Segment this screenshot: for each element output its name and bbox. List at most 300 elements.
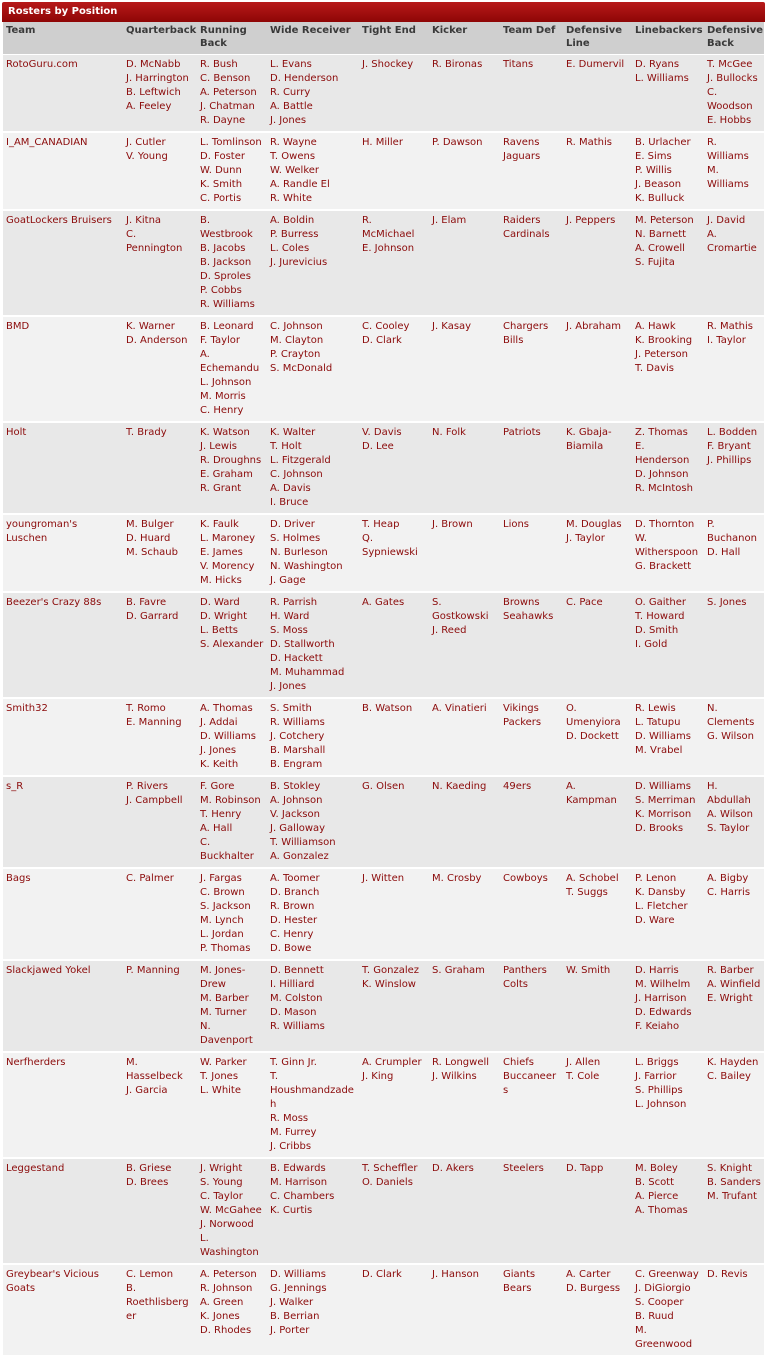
player-link[interactable]: J. Cribbs	[270, 1141, 312, 1152]
player-link[interactable]: D. Driver	[270, 519, 315, 530]
player-link[interactable]: C. Pace	[566, 597, 603, 608]
player-link[interactable]: A. Crowell	[635, 243, 685, 254]
player-link[interactable]: B. Stokley	[270, 781, 321, 792]
player-link[interactable]: R. Grant	[200, 483, 242, 494]
player-link[interactable]: B. Jacobs	[200, 243, 246, 254]
player-link[interactable]: Lions	[503, 519, 530, 530]
player-link[interactable]: A. Winfield	[707, 979, 761, 990]
player-link[interactable]: P. Buchanon	[707, 519, 757, 544]
player-link[interactable]: K. Curtis	[270, 1205, 313, 1216]
player-link[interactable]: M. Clayton	[270, 335, 324, 346]
player-link[interactable]: N. Burleson	[270, 547, 328, 558]
player-link[interactable]: E. Hobbs	[707, 115, 752, 126]
player-link[interactable]: A. Battle	[270, 101, 313, 112]
player-link[interactable]: C. Chambers	[270, 1191, 335, 1202]
player-link[interactable]: T. McGee	[707, 59, 753, 70]
player-link[interactable]: A. Feeley	[126, 101, 172, 112]
player-link[interactable]: F. Keiaho	[635, 1021, 680, 1032]
player-link[interactable]: Buccaneers	[503, 1071, 557, 1096]
player-link[interactable]: E. Dumervil	[566, 59, 625, 70]
player-link[interactable]: E. James	[200, 547, 243, 558]
player-link[interactable]: A. Thomas	[635, 1205, 688, 1216]
player-link[interactable]: J. Campbell	[126, 795, 183, 806]
player-link[interactable]: J. Jurevicius	[270, 257, 328, 268]
player-link[interactable]: J. Cotchery	[270, 731, 325, 742]
player-link[interactable]: K. Hayden	[707, 1057, 759, 1068]
player-link[interactable]: R. Williams	[707, 137, 749, 162]
player-link[interactable]: M. Wilhelm	[635, 979, 691, 990]
player-link[interactable]: R. Parrish	[270, 597, 318, 608]
player-link[interactable]: N. Barnett	[635, 229, 687, 240]
player-link[interactable]: E. Graham	[200, 469, 253, 480]
player-link[interactable]: Panthers	[503, 965, 547, 976]
player-link[interactable]: E. Wright	[707, 993, 753, 1004]
player-link[interactable]: C. Henry	[270, 929, 314, 940]
player-link[interactable]: L. Williams	[635, 73, 689, 84]
team-name-link[interactable]: s_R	[3, 776, 123, 868]
player-link[interactable]: A. Peterson	[200, 87, 257, 98]
player-link[interactable]: P. Lenon	[635, 873, 677, 884]
player-link[interactable]: C. Greenway	[635, 1269, 699, 1280]
player-link[interactable]: Bills	[503, 335, 524, 346]
player-link[interactable]: D. Hester	[270, 915, 318, 926]
player-link[interactable]: J. Harrington	[126, 73, 189, 84]
player-link[interactable]: A. Thomas	[200, 703, 253, 714]
player-link[interactable]: L. White	[200, 1085, 242, 1096]
player-link[interactable]: B. Ruud	[635, 1311, 674, 1322]
player-link[interactable]: M. Trufant	[707, 1191, 757, 1202]
player-link[interactable]: K. Brooking	[635, 335, 693, 346]
player-link[interactable]: P. Crayton	[270, 349, 321, 360]
player-link[interactable]: L. Johnson	[635, 1099, 687, 1110]
player-link[interactable]: J. Elam	[432, 215, 467, 226]
team-name-link[interactable]: Bags	[3, 868, 123, 960]
player-link[interactable]: Ravens	[503, 137, 540, 148]
player-link[interactable]: J. Allen	[566, 1057, 601, 1068]
player-link[interactable]: W. Parker	[200, 1057, 247, 1068]
player-link[interactable]: J. Peppers	[566, 215, 616, 226]
player-link[interactable]: D. Foster	[200, 151, 245, 162]
player-link[interactable]: C. Brown	[200, 887, 245, 898]
team-name-link[interactable]: Nerfherders	[3, 1052, 123, 1158]
player-link[interactable]: L. Johnson	[200, 377, 252, 388]
player-link[interactable]: O. Gaither	[635, 597, 687, 608]
player-link[interactable]: P. Cobbs	[200, 285, 242, 296]
player-link[interactable]: L. Evans	[270, 59, 312, 70]
player-link[interactable]: Chiefs	[503, 1057, 534, 1068]
player-link[interactable]: S. Holmes	[270, 533, 321, 544]
player-link[interactable]: L. Tomlinson	[200, 137, 262, 148]
player-link[interactable]: C. Buckhalter	[200, 837, 254, 862]
player-link[interactable]: B. Engram	[270, 759, 323, 770]
player-link[interactable]: B. Edwards	[270, 1163, 326, 1174]
player-link[interactable]: D. Stallworth	[270, 639, 335, 650]
player-link[interactable]: K. Keith	[200, 759, 239, 770]
player-link[interactable]: A. Schobel	[566, 873, 619, 884]
player-link[interactable]: E. Johnson	[362, 243, 415, 254]
player-link[interactable]: J. Cutler	[126, 137, 166, 148]
player-link[interactable]: Z. Thomas	[635, 427, 688, 438]
player-link[interactable]: J. Kitna	[126, 215, 162, 226]
player-link[interactable]: J. Taylor	[566, 533, 605, 544]
player-link[interactable]: B. Leftwich	[126, 87, 181, 98]
player-link[interactable]: R. Williams	[270, 1021, 325, 1032]
team-name-link[interactable]: Holt	[3, 422, 123, 514]
player-link[interactable]: W. Welker	[270, 165, 320, 176]
player-link[interactable]: C. Johnson	[270, 469, 323, 480]
player-link[interactable]: J. Lewis	[200, 441, 238, 452]
player-link[interactable]: P. Burress	[270, 229, 319, 240]
player-link[interactable]: A. Johnson	[270, 795, 323, 806]
player-link[interactable]: D. Harris	[635, 965, 679, 976]
player-link[interactable]: L. Bodden	[707, 427, 758, 438]
player-link[interactable]: D. Dockett	[566, 731, 619, 742]
player-link[interactable]: Seahawks	[503, 611, 554, 622]
player-link[interactable]: Browns	[503, 597, 540, 608]
player-link[interactable]: M. Peterson	[635, 215, 694, 226]
player-link[interactable]: M. Bulger	[126, 519, 174, 530]
player-link[interactable]: P. Dawson	[432, 137, 483, 148]
player-link[interactable]: C. Benson	[200, 73, 251, 84]
player-link[interactable]: R. McMichael	[362, 215, 415, 240]
player-link[interactable]: J. Hanson	[432, 1269, 479, 1280]
player-link[interactable]: D. Bennett	[270, 965, 324, 976]
player-link[interactable]: C. Cooley	[362, 321, 410, 332]
player-link[interactable]: C. Portis	[200, 193, 242, 204]
player-link[interactable]: R. Dayne	[200, 115, 246, 126]
player-link[interactable]: F. Bryant	[707, 441, 751, 452]
player-link[interactable]: D. Clark	[362, 1269, 402, 1280]
player-link[interactable]: W. Smith	[566, 965, 611, 976]
player-link[interactable]: C. Woodson	[707, 87, 753, 112]
player-link[interactable]: D. Burgess	[566, 1283, 621, 1294]
player-link[interactable]: R. Wayne	[270, 137, 317, 148]
player-link[interactable]: M. Muhammad	[270, 667, 345, 678]
player-link[interactable]: J. Farrior	[635, 1071, 677, 1082]
player-link[interactable]: Steelers	[503, 1163, 544, 1174]
player-link[interactable]: S. McDonald	[270, 363, 333, 374]
player-link[interactable]: K. Smith	[200, 179, 243, 190]
player-link[interactable]: D. Garrard	[126, 611, 179, 622]
player-link[interactable]: T. Cole	[566, 1071, 600, 1082]
player-link[interactable]: L. Jordan	[200, 929, 244, 940]
player-link[interactable]: W. Witherspoon	[635, 533, 699, 558]
player-link[interactable]: T. Owens	[270, 151, 316, 162]
player-link[interactable]: T. Gonzalez	[362, 965, 420, 976]
player-link[interactable]: J. Harrison	[635, 993, 687, 1004]
player-link[interactable]: J. Jones	[270, 115, 307, 126]
player-link[interactable]: D. Brooks	[635, 823, 684, 834]
player-link[interactable]: E. Sims	[635, 151, 672, 162]
player-link[interactable]: C. Palmer	[126, 873, 174, 884]
player-link[interactable]: T. Ginn Jr.	[270, 1057, 317, 1068]
player-link[interactable]: M. Barber	[200, 993, 249, 1004]
player-link[interactable]: J. Wilkins	[432, 1071, 477, 1082]
player-link[interactable]: E. Henderson	[635, 441, 690, 466]
player-link[interactable]: F. Gore	[200, 781, 235, 792]
player-link[interactable]: G. Brackett	[635, 561, 692, 572]
player-link[interactable]: Packers	[503, 717, 542, 728]
player-link[interactable]: J. Wright	[200, 1163, 243, 1174]
player-link[interactable]: N. Kaeding	[432, 781, 487, 792]
player-link[interactable]: B. Marshall	[270, 745, 326, 756]
player-link[interactable]: J. Galloway	[270, 823, 326, 834]
player-link[interactable]: D. Smith	[635, 625, 679, 636]
player-link[interactable]: A. Gates	[362, 597, 405, 608]
player-link[interactable]: Jaguars	[503, 151, 541, 162]
player-link[interactable]: M. Turner	[200, 1007, 247, 1018]
player-link[interactable]: J. DiGiorgio	[635, 1283, 691, 1294]
team-name-link[interactable]: youngroman's Luschen	[3, 514, 123, 592]
player-link[interactable]: B. Watson	[362, 703, 413, 714]
player-link[interactable]: A. Hall	[200, 823, 233, 834]
player-link[interactable]: M. Morris	[200, 391, 246, 402]
player-link[interactable]: B. Roethlisberger	[126, 1283, 189, 1322]
player-link[interactable]: W. McGahee	[200, 1205, 262, 1216]
player-link[interactable]: J. Chatman	[200, 101, 255, 112]
player-link[interactable]: V. Davis	[362, 427, 402, 438]
player-link[interactable]: D. Williams	[200, 731, 256, 742]
player-link[interactable]: D. Henderson	[270, 73, 339, 84]
player-link[interactable]: S. Jackson	[200, 901, 251, 912]
player-link[interactable]: H. Ward	[270, 611, 310, 622]
player-link[interactable]: S. Moss	[270, 625, 308, 636]
player-link[interactable]: R. McIntosh	[635, 483, 693, 494]
player-link[interactable]: D. Sproles	[200, 271, 251, 282]
player-link[interactable]: G. Wilson	[707, 731, 754, 742]
player-link[interactable]: A. Cromartie	[707, 229, 757, 254]
player-link[interactable]: J. Beason	[635, 179, 682, 190]
player-link[interactable]: J. Fargas	[200, 873, 242, 884]
player-link[interactable]: D. Branch	[270, 887, 320, 898]
player-link[interactable]: R. Moss	[270, 1113, 309, 1124]
player-link[interactable]: N. Clements	[707, 703, 755, 728]
player-link[interactable]: J. Walker	[270, 1297, 314, 1308]
player-link[interactable]: M. Colston	[270, 993, 323, 1004]
player-link[interactable]: A. Crumpler	[362, 1057, 422, 1068]
player-link[interactable]: Giants	[503, 1269, 536, 1280]
player-link[interactable]: H. Abdullah	[707, 781, 751, 806]
player-link[interactable]: J. Jones	[270, 681, 307, 692]
player-link[interactable]: R. Williams	[200, 299, 255, 310]
player-link[interactable]: Cardinals	[503, 229, 550, 240]
player-link[interactable]: Chargers	[503, 321, 549, 332]
player-link[interactable]: D. Anderson	[126, 335, 188, 346]
player-link[interactable]: D. Thornton	[635, 519, 695, 530]
player-link[interactable]: H. Miller	[362, 137, 403, 148]
player-link[interactable]: D. Revis	[707, 1269, 748, 1280]
player-link[interactable]: Titans	[503, 59, 534, 70]
player-link[interactable]: R. Brown	[270, 901, 315, 912]
player-link[interactable]: W. Dunn	[200, 165, 242, 176]
player-link[interactable]: A. Carter	[566, 1269, 611, 1280]
player-link[interactable]: A. Randle El	[270, 179, 330, 190]
player-link[interactable]: R. Johnson	[200, 1283, 253, 1294]
player-link[interactable]: B. Jackson	[200, 257, 252, 268]
player-link[interactable]: L. Tatupu	[635, 717, 681, 728]
player-link[interactable]: T. Williamson	[270, 837, 336, 848]
player-link[interactable]: M. Jones-Drew	[200, 965, 246, 990]
player-link[interactable]: D. Hall	[707, 547, 741, 558]
player-link[interactable]: M. Williams	[707, 165, 749, 190]
player-link[interactable]: N. Folk	[432, 427, 466, 438]
player-link[interactable]: E. Manning	[126, 717, 182, 728]
player-link[interactable]: S. Taylor	[707, 823, 750, 834]
player-link[interactable]: M. Robinson	[200, 795, 261, 806]
player-link[interactable]: T. Scheffler	[362, 1163, 418, 1174]
player-link[interactable]: J. Shockey	[362, 59, 414, 70]
player-link[interactable]: B. Urlacher	[635, 137, 691, 148]
player-link[interactable]: D. Ryans	[635, 59, 680, 70]
player-link[interactable]: T. Davis	[635, 363, 675, 374]
player-link[interactable]: F. Taylor	[200, 335, 241, 346]
player-link[interactable]: T. Howard	[635, 611, 685, 622]
player-link[interactable]: R. Williams	[270, 717, 325, 728]
player-link[interactable]: D. McNabb	[126, 59, 181, 70]
player-link[interactable]: R. Bush	[200, 59, 238, 70]
player-link[interactable]: M. Crosby	[432, 873, 482, 884]
player-link[interactable]: R. Mathis	[566, 137, 612, 148]
player-link[interactable]: V. Jackson	[270, 809, 320, 820]
player-link[interactable]: K. Watson	[200, 427, 250, 438]
player-link[interactable]: K. Bulluck	[635, 193, 685, 204]
team-name-link[interactable]: RotoGuru.com	[3, 55, 123, 133]
player-link[interactable]: A. Bigby	[707, 873, 749, 884]
player-link[interactable]: C. Pennington	[126, 229, 183, 254]
player-link[interactable]: S. Phillips	[635, 1085, 683, 1096]
player-link[interactable]: V. Young	[126, 151, 168, 162]
player-link[interactable]: D. Wright	[200, 611, 247, 622]
player-link[interactable]: D. Edwards	[635, 1007, 692, 1018]
player-link[interactable]: P. Manning	[126, 965, 180, 976]
player-link[interactable]: S. Alexander	[200, 639, 264, 650]
player-link[interactable]: O. Daniels	[362, 1177, 413, 1188]
player-link[interactable]: N. Davenport	[200, 1021, 253, 1046]
player-link[interactable]: J. Abraham	[566, 321, 621, 332]
player-link[interactable]: J. Jones	[200, 745, 237, 756]
player-link[interactable]: L. Fletcher	[635, 901, 688, 912]
player-link[interactable]: M. Douglas	[566, 519, 622, 530]
player-link[interactable]: M. Hicks	[200, 575, 242, 586]
player-link[interactable]: T. Romo	[126, 703, 166, 714]
player-link[interactable]: S. Merriman	[635, 795, 696, 806]
player-link[interactable]: D. Williams	[635, 731, 691, 742]
player-link[interactable]: M. Vrabel	[635, 745, 683, 756]
player-link[interactable]: S. Young	[200, 1177, 243, 1188]
player-link[interactable]: A. Boldin	[270, 215, 315, 226]
player-link[interactable]: R. Barber	[707, 965, 754, 976]
player-link[interactable]: J. King	[362, 1071, 394, 1082]
player-link[interactable]: D. Hackett	[270, 653, 323, 664]
player-link[interactable]: K. Gbaja-Biamila	[566, 427, 612, 452]
player-link[interactable]: S. Knight	[707, 1163, 752, 1174]
player-link[interactable]: R. Curry	[270, 87, 311, 98]
player-link[interactable]: K. Warner	[126, 321, 175, 332]
player-link[interactable]: S. Cooper	[635, 1297, 684, 1308]
player-link[interactable]: T. Brady	[126, 427, 167, 438]
player-link[interactable]: D. Williams	[635, 781, 691, 792]
player-link[interactable]: B. Berrian	[270, 1311, 320, 1322]
player-link[interactable]: Vikings	[503, 703, 539, 714]
player-link[interactable]: J. Addai	[200, 717, 238, 728]
player-link[interactable]: G. Jennings	[270, 1283, 327, 1294]
player-link[interactable]: B. Westbrook	[200, 215, 253, 240]
player-link[interactable]: D. Huard	[126, 533, 171, 544]
player-link[interactable]: C. Taylor	[200, 1191, 243, 1202]
player-link[interactable]: C. Lemon	[126, 1269, 174, 1280]
player-link[interactable]: B. Scott	[635, 1177, 675, 1188]
player-link[interactable]: R. Mathis	[707, 321, 753, 332]
player-link[interactable]: 49ers	[503, 781, 532, 792]
player-link[interactable]: A. Toomer	[270, 873, 320, 884]
player-link[interactable]: M. Hasselbeck	[126, 1057, 183, 1082]
player-link[interactable]: A. Kampman	[566, 781, 617, 806]
player-link[interactable]: J. Kasay	[432, 321, 472, 332]
player-link[interactable]: J. Peterson	[635, 349, 688, 360]
player-link[interactable]: D. Rhodes	[200, 1325, 252, 1336]
player-link[interactable]: O. Umenyiora	[566, 703, 621, 728]
player-link[interactable]: R. Bironas	[432, 59, 483, 70]
player-link[interactable]: B. Favre	[126, 597, 167, 608]
team-name-link[interactable]: Greybear's Vicious Goats	[3, 1264, 123, 1356]
player-link[interactable]: P. Willis	[635, 165, 672, 176]
player-link[interactable]: A. Wilson	[707, 809, 753, 820]
player-link[interactable]: C. Harris	[707, 887, 751, 898]
player-link[interactable]: Patriots	[503, 427, 541, 438]
player-link[interactable]: R. Longwell	[432, 1057, 490, 1068]
player-link[interactable]: K. Jones	[200, 1311, 240, 1322]
player-link[interactable]: A. Vinatieri	[432, 703, 487, 714]
player-link[interactable]: L. Maroney	[200, 533, 256, 544]
player-link[interactable]: P. Thomas	[200, 943, 251, 954]
player-link[interactable]: B. Sanders	[707, 1177, 761, 1188]
player-link[interactable]: A. Davis	[270, 483, 311, 494]
player-link[interactable]: K. Walter	[270, 427, 316, 438]
player-link[interactable]: C. Henry	[200, 405, 244, 416]
team-name-link[interactable]: Smith32	[3, 698, 123, 776]
team-name-link[interactable]: Slackjawed Yokel	[3, 960, 123, 1052]
player-link[interactable]: S. Graham	[432, 965, 485, 976]
player-link[interactable]: R. White	[270, 193, 313, 204]
player-link[interactable]: M. Boley	[635, 1163, 678, 1174]
player-link[interactable]: Raiders	[503, 215, 541, 226]
player-link[interactable]: A. Green	[200, 1297, 244, 1308]
player-link[interactable]: J. Norwood	[200, 1219, 254, 1230]
player-link[interactable]: Colts	[503, 979, 529, 990]
player-link[interactable]: D. Ward	[200, 597, 240, 608]
player-link[interactable]: D. Lee	[362, 441, 394, 452]
player-link[interactable]: K. Morrison	[635, 809, 692, 820]
player-link[interactable]: A. Peterson	[200, 1269, 257, 1280]
player-link[interactable]: R. Droughns	[200, 455, 262, 466]
player-link[interactable]: J. David	[707, 215, 746, 226]
team-name-link[interactable]: I_AM_CANADIAN	[3, 132, 123, 210]
player-link[interactable]: J. Bullocks	[707, 73, 758, 84]
player-link[interactable]: R. Lewis	[635, 703, 676, 714]
player-link[interactable]: L. Betts	[200, 625, 238, 636]
player-link[interactable]: A. Pierce	[635, 1191, 679, 1202]
player-link[interactable]: P. Rivers	[126, 781, 168, 792]
player-link[interactable]: Q. Sypniewski	[362, 533, 418, 558]
team-name-link[interactable]: Leggestand	[3, 1158, 123, 1264]
team-name-link[interactable]: GoatLockers Bruisers	[3, 210, 123, 316]
player-link[interactable]: T. Houshmandzadeh	[270, 1071, 354, 1110]
player-link[interactable]: D. Brees	[126, 1177, 169, 1188]
player-link[interactable]: I. Bruce	[270, 497, 309, 508]
player-link[interactable]: S. Gostkowski	[432, 597, 489, 622]
player-link[interactable]: D. Ware	[635, 915, 675, 926]
player-link[interactable]: V. Morency	[200, 561, 255, 572]
